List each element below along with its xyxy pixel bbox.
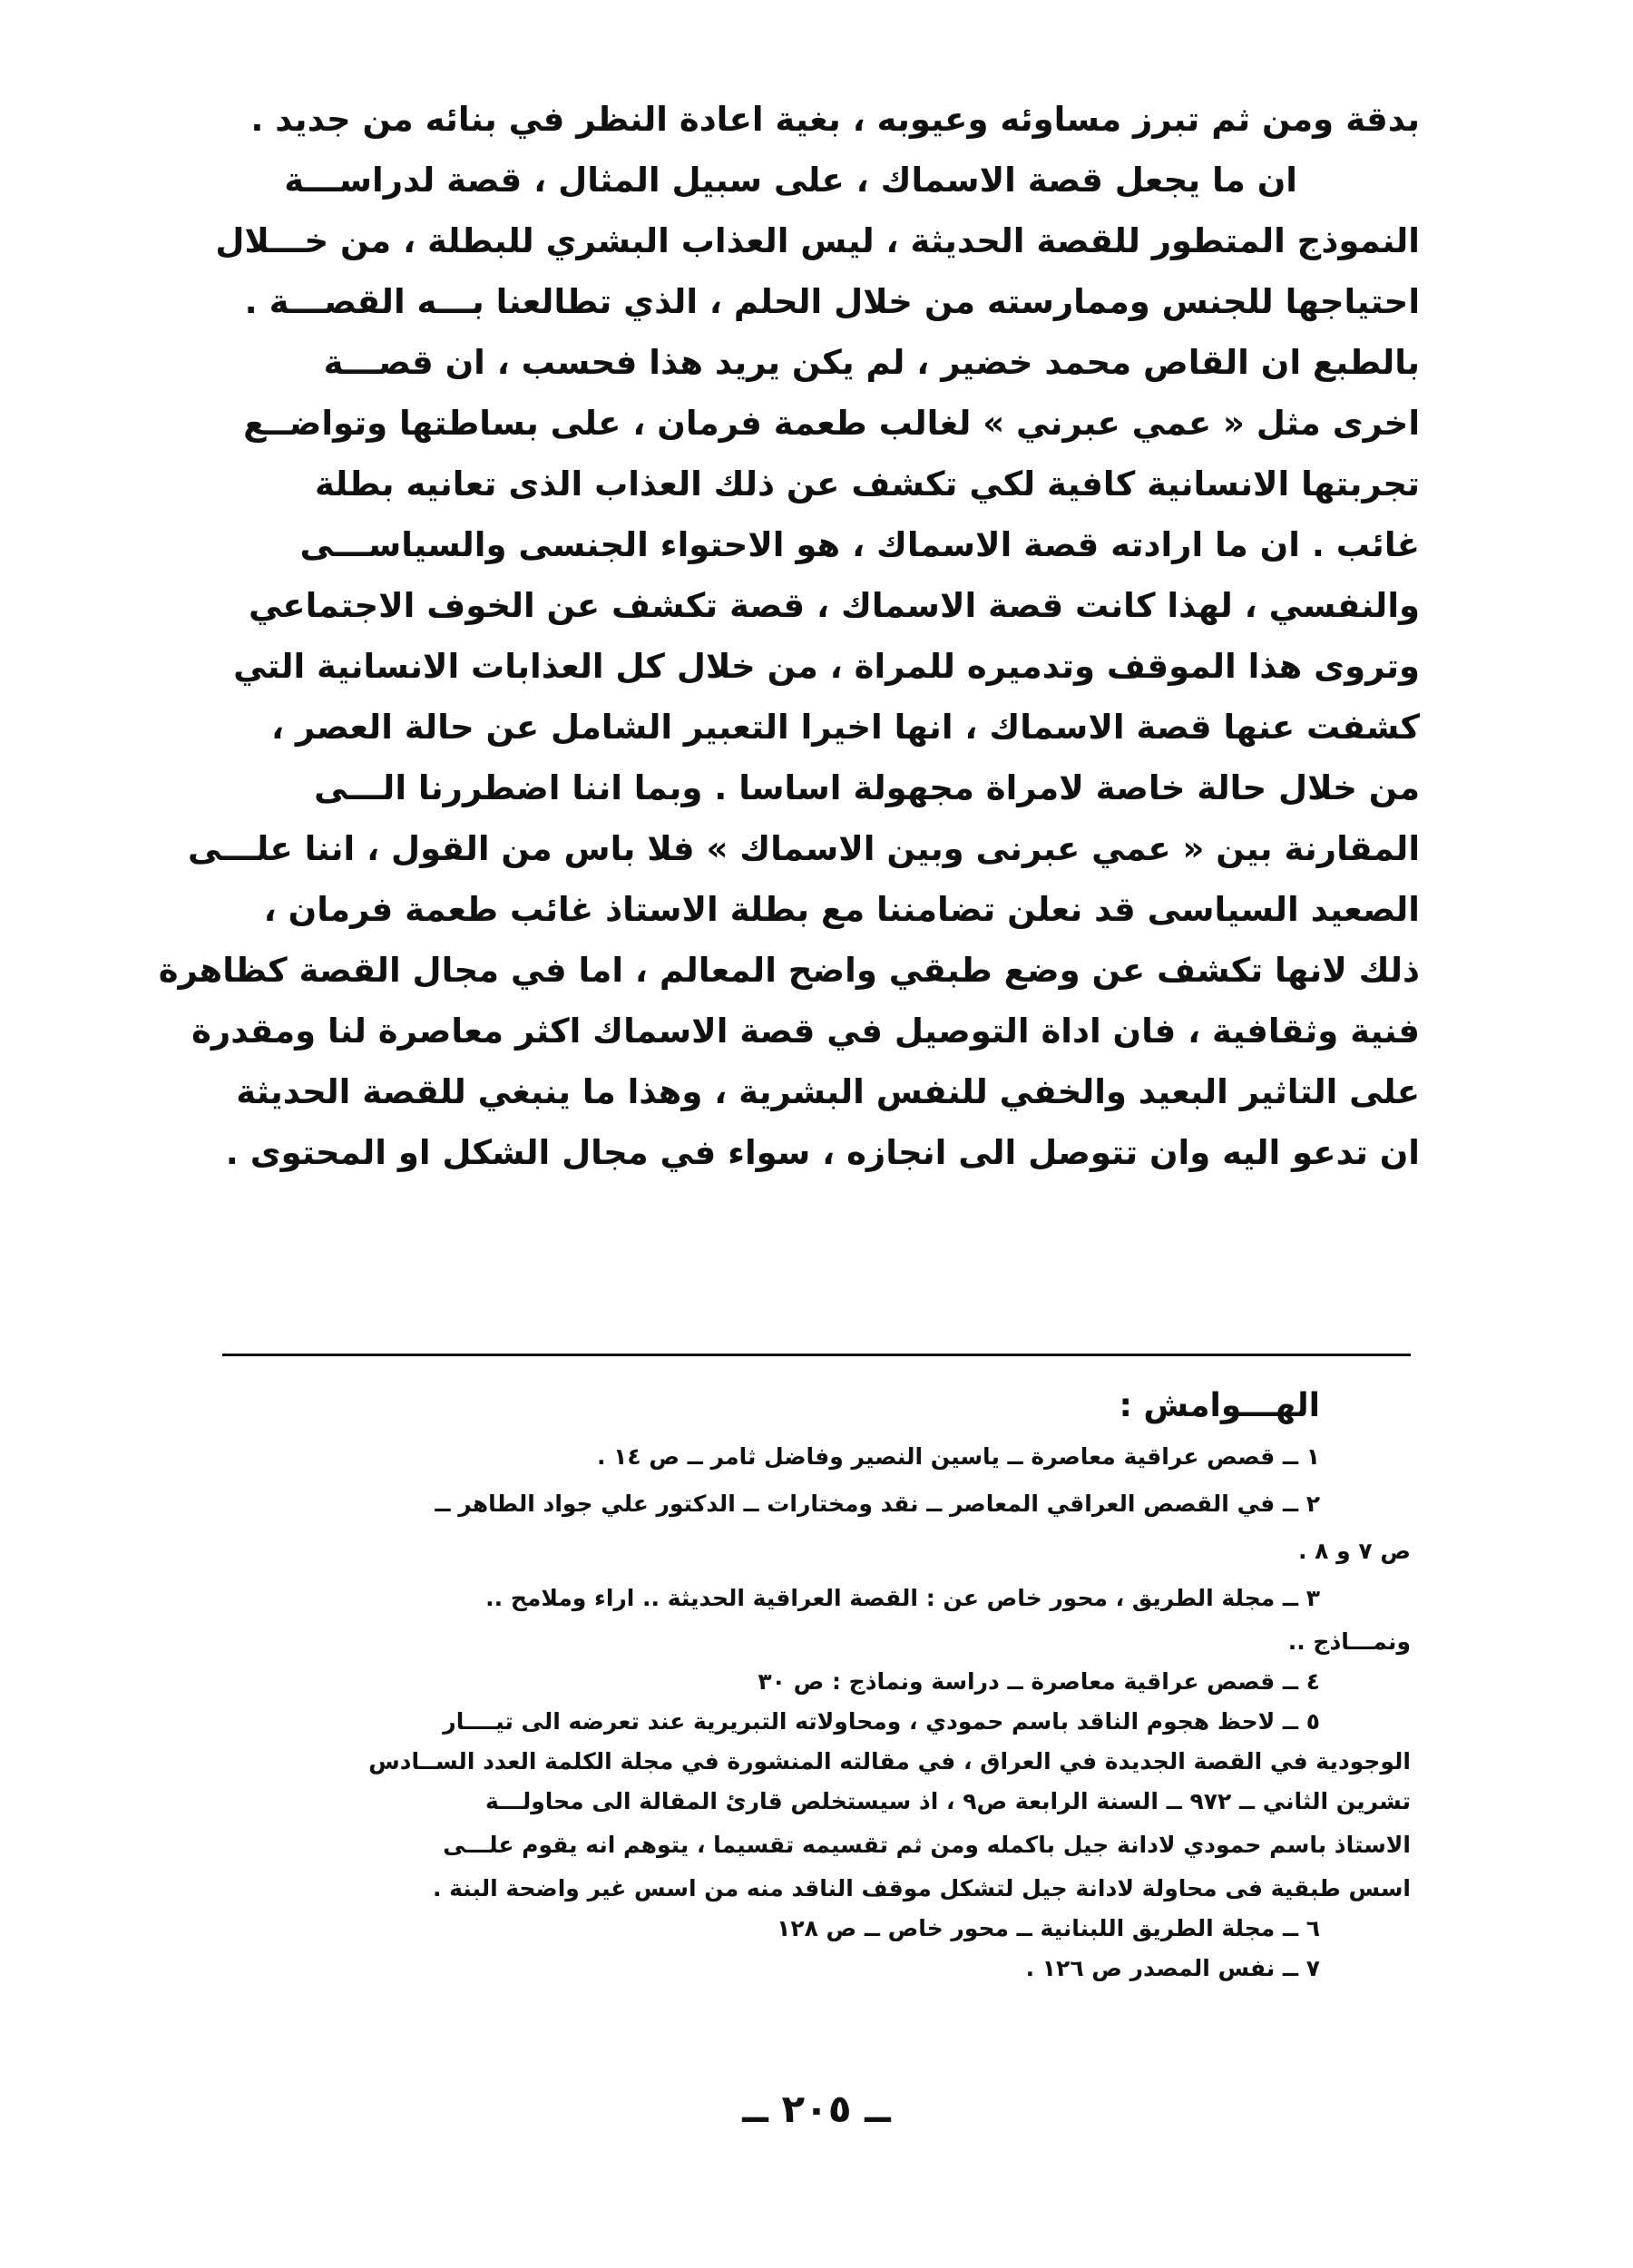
footnote-divider <box>222 1354 1411 1356</box>
body-line: ان تدعو اليه وان تتوصل الى انجازه ، سواء في مجال الشكل او المحتوى . <box>225 1133 1420 1172</box>
body-line: المقارنة بين « عمي عبرنى وبين الاسماك » فلا باس من القول ، اننا علـــى <box>188 829 1420 868</box>
footnote-line: ٦ ــ مجلة الطريق اللبنانية ــ محور خاص ــ ص ١٢٨ <box>777 1915 1320 1941</box>
body-line: النموذج المتطور للقصة الحديثة ، ليس العذاب البشري للبطلة ، من خـــلال <box>215 221 1420 260</box>
body-line: فنية وثقافية ، فان اداة التوصيل في قصة الاسماك اكثر معاصرة لنا ومقدرة <box>191 1012 1420 1051</box>
body-line: من خلال حالة خاصة لامراة مجهولة اساسا . وبما اننا اضطررنا الـــى <box>314 768 1420 807</box>
body-line: غائب . ان ما ارادته قصة الاسماك ، هو الاحتواء الجنسى والسياســـى <box>299 525 1420 564</box>
body-text <box>158 89 1420 1183</box>
body-line: وتروى هذا الموقف وتدميره للمراة ، من خلال كل العذابات الانسانية التي <box>233 647 1420 686</box>
footnote-line: ونمـــاذج .. <box>1287 1628 1411 1655</box>
footnote-line: ٣ ــ مجلة الطريق ، محور خاص عن : القصة العراقية الحديثة .. اراء وملامح .. <box>485 1585 1320 1611</box>
footnote-line: اسس طبقية فى محاولة لادانة جيل لتشكل موقف الناقد منه من اسس غير واضحة البنة . <box>432 1875 1411 1901</box>
footnote-line: ١ ــ قصص عراقية معاصرة ــ ياسين النصير وفاضل ثامر ــ ص ١٤ . <box>596 1443 1320 1470</box>
footnote-line: ص ٧ و ٨ . <box>1297 1538 1411 1564</box>
footnotes-title: الهـــوامش : <box>1119 1387 1320 1424</box>
body-line: بدقة ومن ثم تبرز مساوئه وعيوبه ، بغية اعادة النظر في بنائه من جديد . <box>250 100 1420 139</box>
body-line: الصعيد السياسى قد نعلن تضامننا مع بطلة الاستاذ غائب طعمة فرمان ، <box>263 890 1420 929</box>
body-line: على التاثير البعيد والخفي للنفس البشرية ، وهذا ما ينبغي للقصة الحديثة <box>236 1072 1420 1111</box>
body-line: بالطبع ان القاص محمد خضير ، لم يكن يريد هذا فحسب ، ان قصـــة <box>323 343 1420 382</box>
body-line: اخرى مثل « عمي عبرني » لغالب طعمة فرمان ، على بساطتها وتواضــع <box>243 404 1420 443</box>
footnote-line: الوجودية في القصة الجديدة في العراق ، في مقالته المنشورة في مجلة الكلمة العدد الســادس <box>368 1748 1411 1774</box>
footnote-line: ٢ ــ في القصص العراقي المعاصر ــ نقد ومختارات ــ الدكتور علي جواد الطاهر ــ <box>435 1491 1320 1517</box>
footnote-line: ٤ ــ قصص عراقية معاصرة ــ دراسة ونماذج : ص ٣٠ <box>758 1668 1320 1695</box>
body-line: كشفت عنها قصة الاسماك ، انها اخيرا التعبير الشامل عن حالة العصر ، <box>271 708 1420 747</box>
page-number: ــ ٢٠٥ ــ <box>742 2087 891 2131</box>
footnote-line: الاستاذ باسم حمودي لادانة جيل باكمله ومن ثم تقسيمه تقسيما ، يتوهم انه يقوم علـــى <box>443 1832 1411 1858</box>
footnote-line: ٥ ــ لاحظ هجوم الناقد باسم حمودي ، ومحاولاته التبريرية عند تعرضه الى تيــــار <box>443 1708 1320 1735</box>
body-line: والنفسي ، لهذا كانت قصة الاسماك ، قصة تكشف عن الخوف الاجتماعي <box>248 586 1420 625</box>
body-line: ان ما يجعل قصة الاسماك ، على سبيل المثال ، قصة لدراســـة <box>284 161 1297 200</box>
footnote-line: تشرين الثاني ــ ٩٧٢ ــ السنة الرابعة ص٩ ، اذ سيستخلص قارئ المقالة الى محاولـــة <box>485 1788 1411 1814</box>
footnote-line: ٧ ــ نفس المصدر ص ١٢٦ . <box>1025 1955 1320 1981</box>
body-line: ذلك لانها تكشف عن وضع طبقي واضح المعالم ، اما في مجال القصة كظاهرة <box>158 951 1420 990</box>
footnotes-section <box>213 1379 1411 1989</box>
body-line: تجربتها الانسانية كافية لكي تكشف عن ذلك العذاب الذى تعانيه بطلة <box>314 464 1420 503</box>
body-line: احتياجها للجنس وممارسته من خلال الحلم ، الذي تطالعنا بـــه القصـــة . <box>244 282 1420 321</box>
